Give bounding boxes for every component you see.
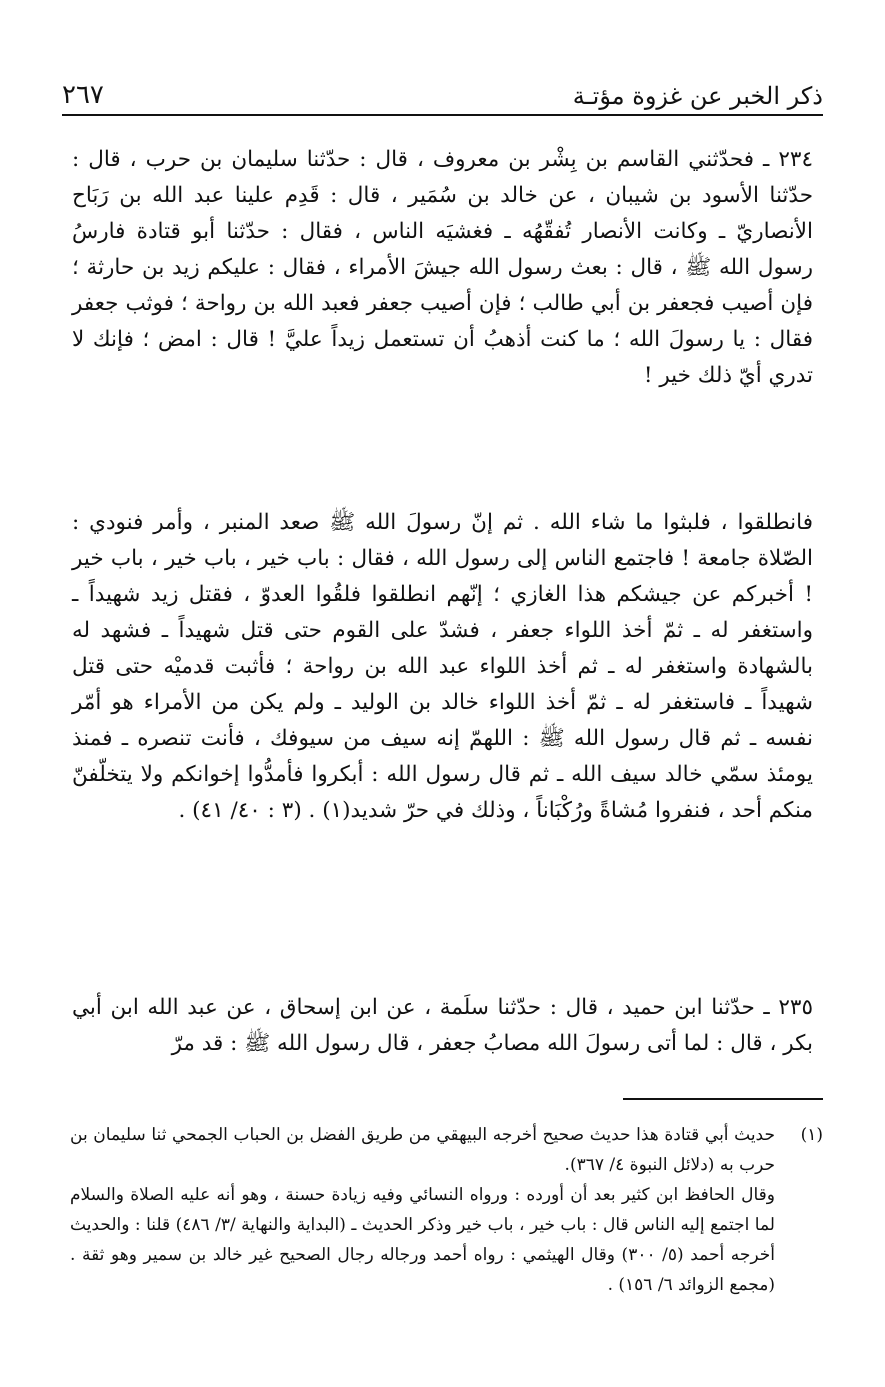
hadith-234-text: ٢٣٤ ـ فحدّثني القاسم بن بِشْر بن معروف ، قال : حدّثنا سليمان بن حرب ، قال : حدّثنا الأسود بن شيبان ، عن خالد بن سُمَير ، قال : قَدِم علينا عبد الله بن رَبَاح الأنصاريّ ـ وكانت الأنصار تُفقّهُه ـ فغشيَه الناس ، فقال : حدّثنا أبو قتادة فارسُ رسول الله ﷺ ، قال : بعث رسول الله جيشَ الأمراء ، فقال : عليكم زيد بن حارثة ؛ فإن أصيب فجعفر بن أبي طالب ؛ فإن أصيب جعفر فعبد الله بن رواحة ؛ فوثب جعفر فقال : يا رسولَ الله ؛ ما كنت أذهبُ أن تستعمل زيداً عليَّ ! قال : امض ؛ فإنك لا تدري أيّ ذلك خير ! xyxy=(72,147,813,388)
footnote-paragraph-2: وقال الحافظ ابن كثير بعد أن أورده : ورواه النسائي وفيه زيادة حسنة ، وهو أنه عليه الصلاة والسلام لما اجتمع إليه الناس قال : باب خير ، باب خير وذكر الحديث ـ (البداية والنهاية /٣/ ٤٨٦) قلنا : والحديث أخرجه أحمد (٥/ ٣٠٠) وقال الهيثمي : رواه أحمد ورجاله رجال الصحيح غير خالد بن سمير وهو ثقة . (مجمع الزوائد ٦/ ١٥٦) . xyxy=(70,1185,776,1295)
footnote-paragraph-1: حديث أبي قتادة هذا حديث صحيح أخرجه البيهقي من طريق الفضل بن الحباب الجمحي ثنا سليمان بن حرب به (دلائل النبوة ٤/ ٣٦٧). xyxy=(70,1125,775,1175)
footnote-divider xyxy=(623,1098,823,1100)
footnotes xyxy=(70,1120,823,1300)
page-number: ٢٦٧ xyxy=(62,80,104,110)
footnote-marker: (١) xyxy=(800,1125,823,1145)
hadith-234-paragraph xyxy=(72,142,813,394)
hadith-235-paragraph xyxy=(72,990,813,1062)
hadith-235-text: ٢٣٥ ـ حدّثنا ابن حميد ، قال : حدّثنا سلَمة ، عن ابن إسحاق ، عن عبد الله ابن أبي بكر ، قال : لما أتى رسولَ الله مصابُ جعفر ، قال رسول الله ﷺ : قد مرّ xyxy=(72,995,814,1056)
running-title: ذكر الخبر عن غزوة مؤتـة xyxy=(572,82,823,110)
page-header xyxy=(62,70,823,116)
hadith-234-continuation: فانطلقوا ، فلبثوا ما شاء الله . ثم إنّ رسولَ الله ﷺ صعد المنبر ، وأمر فنودي : الصّلاة جامعة ! فاجتمع الناس إلى رسول الله ، فقال : باب خير ، باب خير ، باب خير ! أخبركم عن جيشكم هذا الغازي ؛ إنّهم انطلقوا فلقُوا العدوّ ، فقتل زيد شهيداً ـ واستغفر له ـ ثمّ أخذ اللواء جعفر ، فشدّ على القوم حتى قتل شهيداً ـ فشهد له بالشهادة واستغفر له ـ ثم أخذ اللواء عبد الله بن رواحة ؛ فأثبت قدميْه حتى قتل شهيداً ـ فاستغفر له ـ ثمّ أخذ اللواء خالد بن الوليد ـ ولم يكن من الأمراء هو أمّر نفسه ـ ثم قال رسول الله ﷺ : اللهمّ إنه سيف من سيوفك ، فأنت تنصره ـ فمنذ يومئذ سمّي خالد سيف الله ـ ثم قال رسول الله : أبكروا فأمدُّوا إخوانكم ولا يتخلّفنّ منكم أحد ، فنفروا مُشاةً ورُكْبَاناً ، وذلك في حرّ شديد(١) . (٣ : ٤٠/ ٤١) . xyxy=(72,510,813,823)
hadith-234-continuation-paragraph xyxy=(72,505,813,829)
footnote-body xyxy=(70,1120,775,1300)
footnote-1 xyxy=(70,1120,823,1300)
